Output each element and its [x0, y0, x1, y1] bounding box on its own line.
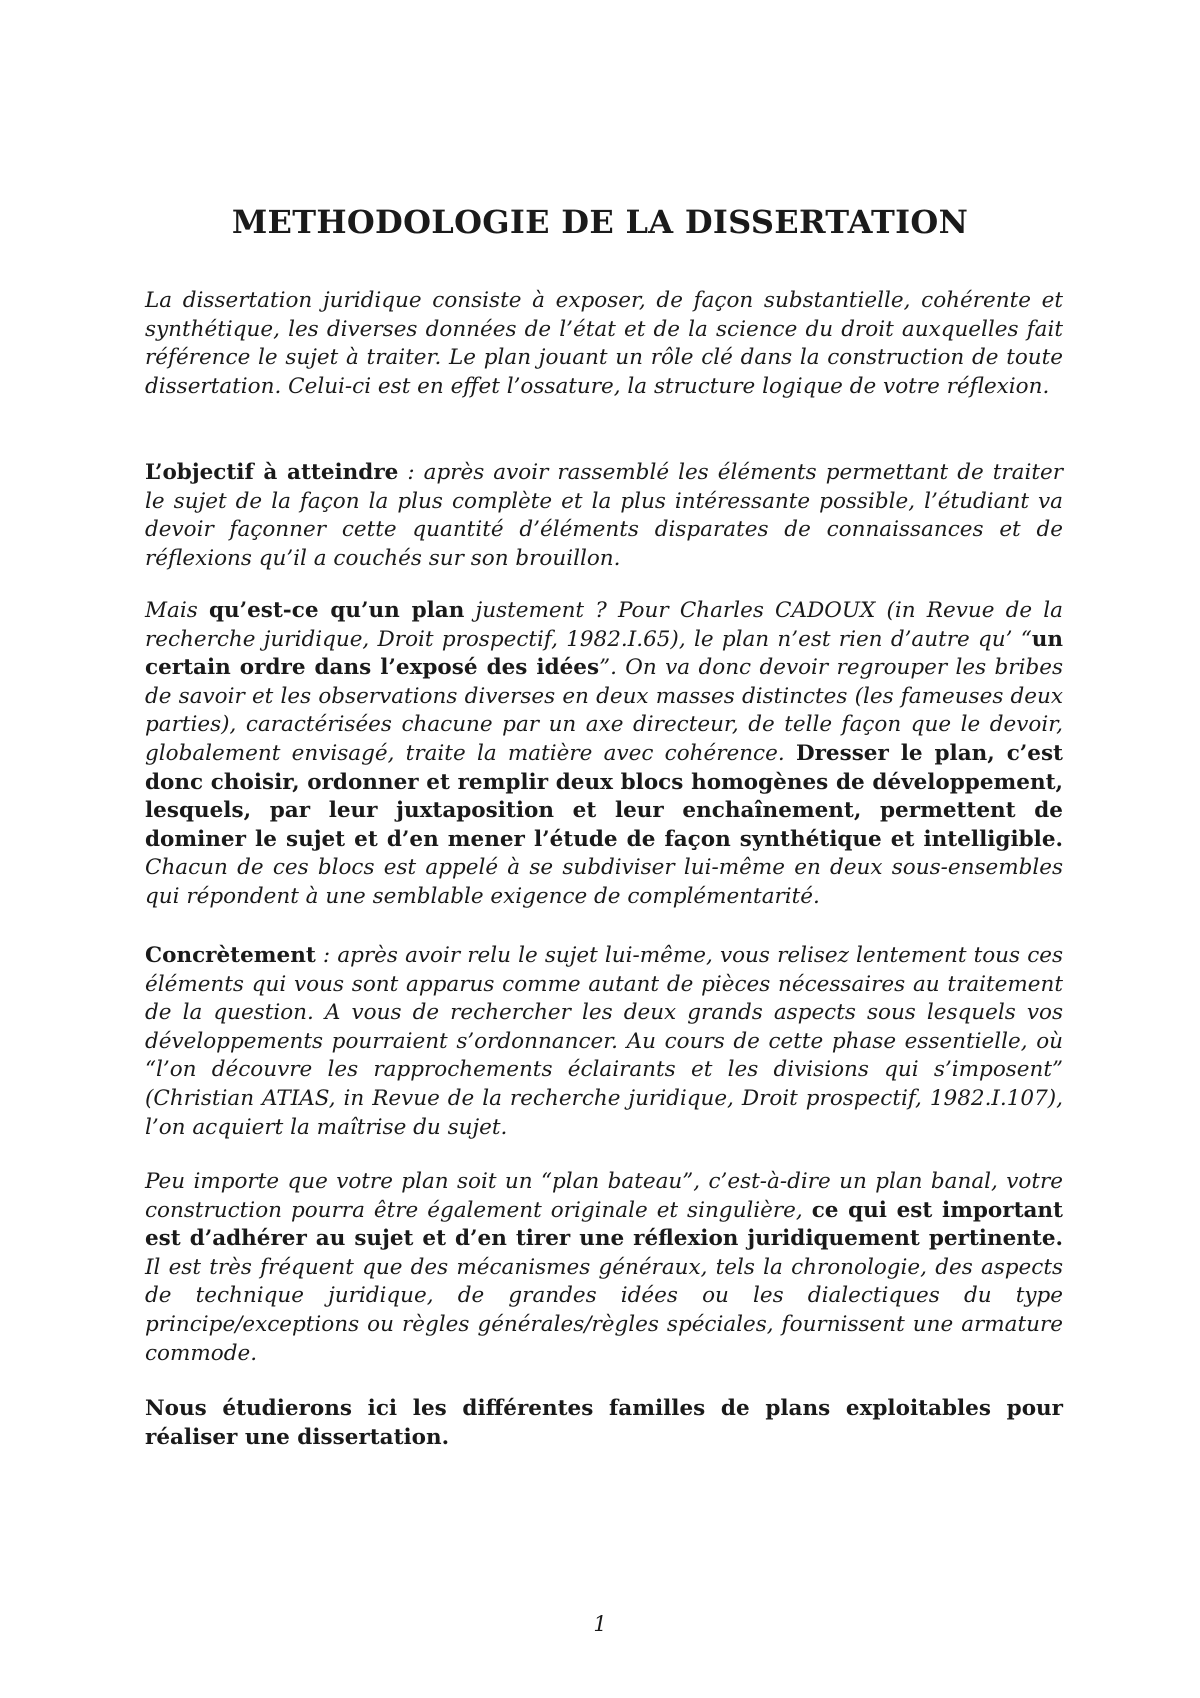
text-run: ce qui est important est d’adhérer au sujet et d’en tirer une réflexion juridiquement pertinente. [145, 1197, 1063, 1252]
page-title: METHODOLOGIE DE LA DISSERTATION [231, 203, 969, 241]
text-run: Mais [145, 598, 209, 623]
text-run: Dresser le plan, c’est donc choisir, ordonner et remplir deux blocs homogènes de développement, lesquels, par leur juxtaposition et leur enchaînement, permettent de dominer le sujet et d’en mener l’étude de façon synthétique et intelligible. [145, 740, 1063, 852]
page-number: 1 [593, 1612, 607, 1636]
text-run: ”. On va donc devoir regrouper les bribes de savoir et les observations diverses en deux masses distinctes (les fameuses deux parties), caractérisées chacune par un axe directeur, de telle façon que le devoir, globalement envisagé, traite la matière avec cohérence. [145, 655, 1063, 766]
text-run: qu’est-ce qu’un plan [208, 598, 465, 623]
text-run: Chacun de ces blocs est appelé à se subdiviser lui-même en deux sous-ensembles qui répondent à une semblable exigence de complémentarité. [145, 855, 1063, 909]
text-run: Peu importe que votre plan soit un “plan bateau”, c’est-à-dire un plan banal, votre construction pourra être également originale et singulière, [145, 1169, 1063, 1223]
text-run: Concrètement [145, 943, 316, 968]
text-run: L’objectif à atteindre [145, 460, 399, 485]
paragraph-concretement [145, 942, 1063, 1142]
text-run: La dissertation juridique consiste à exposer, de façon substantielle, cohérente et synthétique, les diverses données de l’état et de la science du droit auxquelles fait référence le sujet à traiter. Le plan jouant un rôle clé dans la construction de toute dissertation. Celui-ci est en effet l’ossature, la structure logique de votre réflexion. [145, 288, 1063, 399]
paragraph-objectif [145, 459, 1063, 573]
text-run: Il est très fréquent que des mécanismes généraux, tels la chronologie, des aspects de technique juridique, de grandes idées ou les dialectiques du type principe/exceptions ou règles générales/règles spéciales, fournissent une armature commode. [145, 1254, 1063, 1366]
paragraph-definition-plan [145, 597, 1063, 912]
paragraph-plan-bateau [145, 1168, 1063, 1368]
text-run: Nous étudierons ici les différentes familles de plans exploitables pour réaliser une dissertation. [145, 1396, 1063, 1450]
text-run: un certain ordre dans l’exposé des idées [145, 626, 1063, 681]
text-run: : après avoir relu le sujet lui-même, vous relisez lentement tous ces éléments qui vous sont apparus comme autant de pièces nécessaires au traitement de la question. A vous de rechercher les deux grands aspects sous lesquels vos développements pourraient s’ordonnancer. Au cours de cette phase essentielle, où “l’on découvre les rapprochements éclairants et les divisions qui s’imposent” (Christian ATIAS, in Revue de la recherche juridique, Droit prospectif, 1982.I.107), l’on acquiert la maîtrise du sujet. [145, 943, 1063, 1140]
paragraph-conclusion [145, 1395, 1063, 1452]
paragraph-introduction [145, 287, 1063, 401]
text-run: : après avoir rassemblé les éléments permettant de traiter le sujet de la façon la plus complète et la plus intéressante possible, l’étudiant va devoir façonner cette quantité d’éléments disparates de connaissances et de réflexions qu’il a couchés sur son brouillon. [145, 460, 1063, 571]
text-run: justement ? Pour Charles CADOUX (in Revue de la recherche juridique, Droit prospectif, 1982.I.65), le plan n’est rien d’autre qu’ “ [145, 598, 1063, 652]
